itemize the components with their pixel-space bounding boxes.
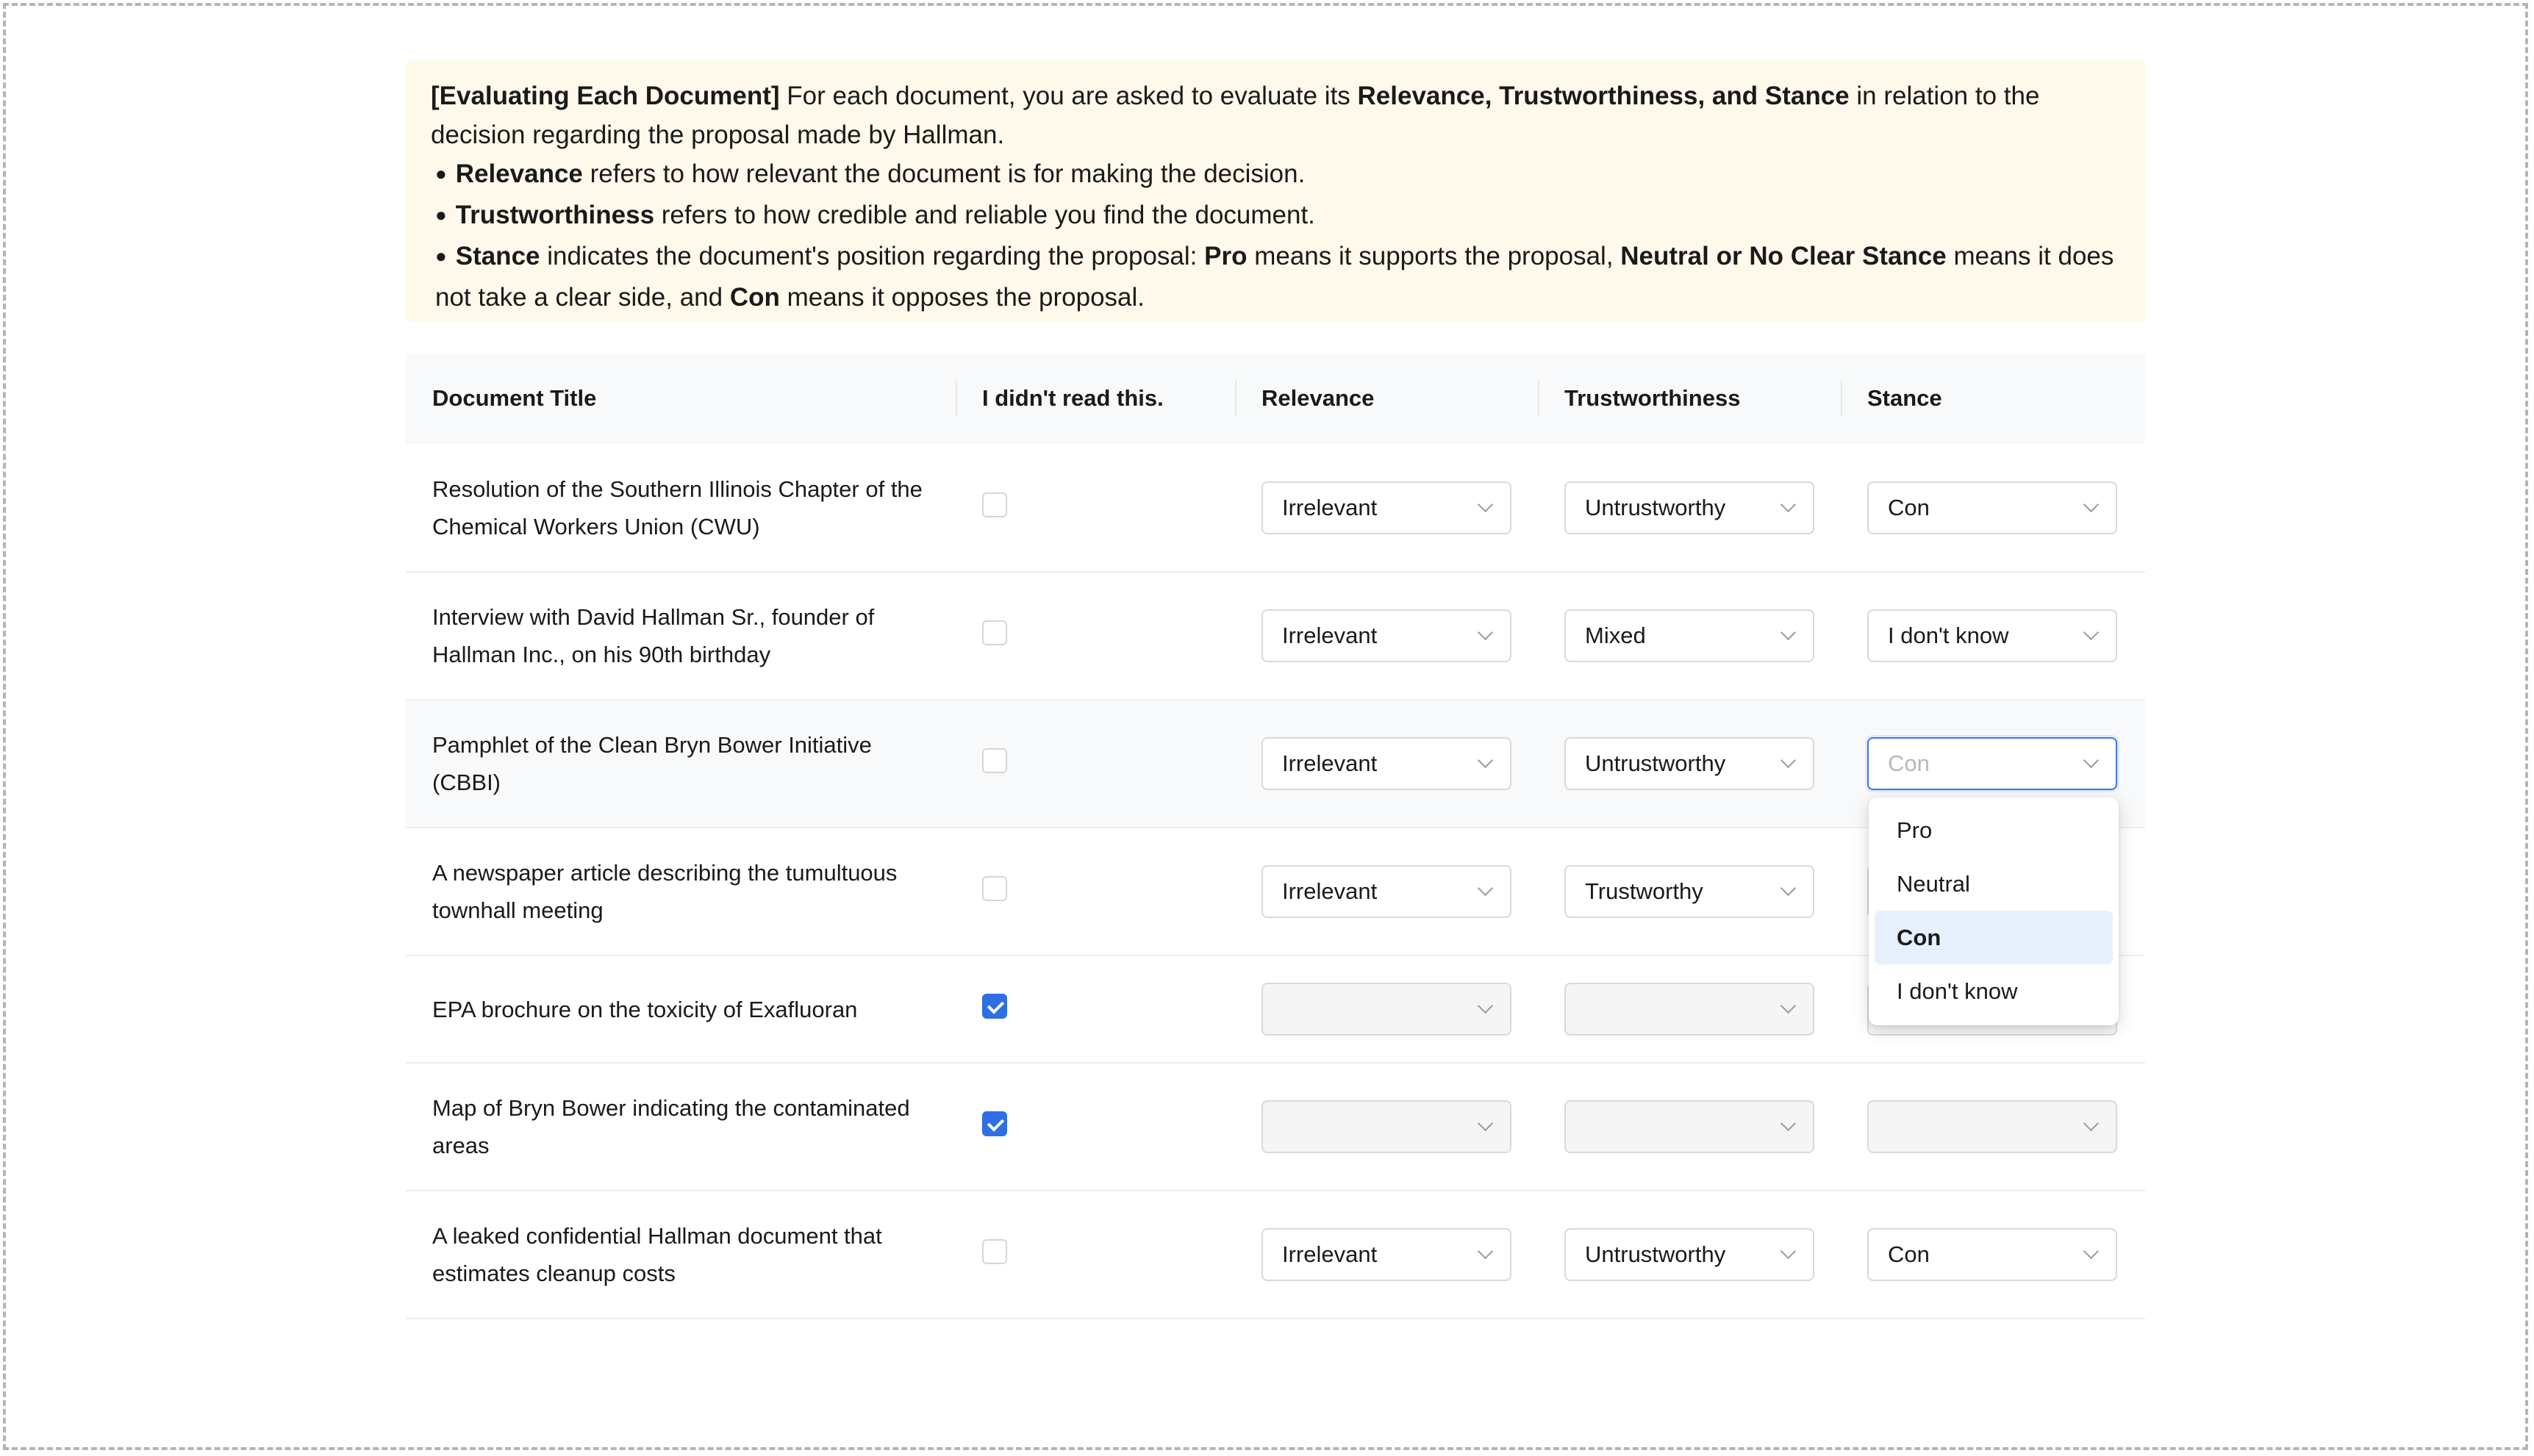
document-title-cell xyxy=(406,1063,956,1191)
trustworthiness-value: Untrustworthy xyxy=(1585,494,1726,520)
trustworthiness-select-disabled xyxy=(1564,1100,1814,1153)
trustworthiness-select[interactable] xyxy=(1564,481,1814,534)
not-read-checkbox[interactable] xyxy=(982,492,1007,517)
relevance-cell xyxy=(1235,828,1538,955)
trustworthiness-text: refers to how credible and reliable you find the document. xyxy=(654,201,1315,229)
trustworthiness-select-disabled xyxy=(1564,983,1814,1036)
chevron-down-icon xyxy=(1478,1116,1493,1131)
stance-select[interactable] xyxy=(1867,1228,2117,1281)
not-read-cell xyxy=(956,955,1235,1063)
trustworthiness-cell xyxy=(1538,955,1841,1063)
trustworthiness-select[interactable] xyxy=(1564,609,1814,662)
relevance-select[interactable] xyxy=(1261,481,1511,534)
header-stance: Stance xyxy=(1841,353,2145,444)
stance-text-neutral: means it does not take a clear side, and xyxy=(435,242,2114,312)
trustworthiness-cell xyxy=(1538,700,1841,828)
trustworthiness-definition xyxy=(431,196,2120,237)
evaluation-panel xyxy=(406,60,2145,1319)
stance-cell xyxy=(1841,444,2145,572)
stance-value: I don't know xyxy=(1888,623,2009,648)
trustworthiness-cell xyxy=(1538,572,1841,700)
stance-term: Stance xyxy=(455,242,540,270)
chevron-down-icon xyxy=(2083,753,2099,768)
chevron-down-icon xyxy=(1478,1244,1493,1259)
header-document-title: Document Title xyxy=(432,385,597,411)
chevron-down-icon xyxy=(1780,496,1796,512)
chevron-down-icon xyxy=(1478,753,1493,768)
header-didnt-read: I didn't read this. xyxy=(956,353,1235,444)
not-read-cell xyxy=(956,700,1235,828)
relevance-value: Irrelevant xyxy=(1282,494,1378,520)
relevance-term: Relevance xyxy=(455,159,583,188)
stance-text-con: means it opposes the proposal. xyxy=(779,283,1145,312)
document-title-cell xyxy=(406,572,956,700)
document-title: EPA brochure on the toxicity of Exafluoran xyxy=(432,996,858,1022)
stance-cell xyxy=(1841,1191,2145,1319)
chevron-down-icon xyxy=(2083,1116,2099,1131)
trustworthiness-value: Trustworthy xyxy=(1585,878,1703,904)
stance-option-dont-know[interactable]: I don't know xyxy=(1897,978,2018,1004)
chevron-down-icon xyxy=(1780,1116,1796,1131)
relevance-cell xyxy=(1235,955,1538,1063)
document-title-cell xyxy=(406,444,956,572)
relevance-cell xyxy=(1235,1063,1538,1191)
chevron-down-icon xyxy=(1780,1244,1796,1259)
chevron-down-icon xyxy=(1780,753,1796,768)
stance-definition xyxy=(431,237,2120,317)
not-read-cell xyxy=(956,828,1235,955)
table-row xyxy=(406,444,2145,572)
stance-text: indicates the document's position regarding the proposal: xyxy=(540,242,1205,270)
chevron-down-icon xyxy=(2083,496,2099,512)
document-title: Map of Bryn Bower indicating the contaminated areas xyxy=(432,1095,910,1158)
stance-value: Con xyxy=(1888,750,1930,776)
not-read-checkbox[interactable] xyxy=(982,748,1007,773)
relevance-text: refers to how relevant the document is for making the decision. xyxy=(582,159,1306,188)
chevron-down-icon xyxy=(2083,1244,2099,1259)
table-row xyxy=(406,572,2145,700)
intro-text-end: in relation to the decision regarding the proposal made by Hallman. xyxy=(431,82,2040,149)
document-title: A newspaper article describing the tumultuous townhall meeting xyxy=(432,860,898,923)
pro-term: Pro xyxy=(1204,242,1248,270)
relevance-value: Irrelevant xyxy=(1282,750,1378,776)
stance-cell xyxy=(1841,1063,2145,1191)
trustworthiness-value: Mixed xyxy=(1585,623,1646,648)
header-relevance: Relevance xyxy=(1235,353,1538,444)
instructions-box xyxy=(406,60,2145,322)
stance-select-disabled xyxy=(1867,1100,2117,1153)
instructions-heading: [Evaluating Each Document] xyxy=(431,82,780,110)
document-title-cell xyxy=(406,955,956,1063)
relevance-select-disabled xyxy=(1261,983,1511,1036)
instructions-intro xyxy=(431,76,2120,154)
table-row xyxy=(406,1191,2145,1319)
stance-value: Con xyxy=(1888,1241,1930,1267)
relevance-value: Irrelevant xyxy=(1282,623,1378,648)
stance-value: Con xyxy=(1888,494,1930,520)
table-row xyxy=(406,1063,2145,1191)
trustworthiness-select[interactable] xyxy=(1564,737,1814,790)
relevance-select[interactable] xyxy=(1261,737,1511,790)
stance-select-open[interactable] xyxy=(1867,737,2117,790)
not-read-cell xyxy=(956,444,1235,572)
chevron-down-icon xyxy=(1478,496,1493,512)
not-read-cell xyxy=(956,572,1235,700)
chevron-down-icon xyxy=(1478,625,1493,640)
chevron-down-icon xyxy=(1478,881,1493,896)
trustworthiness-cell xyxy=(1538,444,1841,572)
trustworthiness-select[interactable] xyxy=(1564,865,1814,918)
relevance-select[interactable] xyxy=(1261,609,1511,662)
chevron-down-icon xyxy=(1780,998,1796,1014)
stance-option-pro[interactable]: Pro xyxy=(1897,817,1933,843)
trustworthiness-cell xyxy=(1538,1191,1841,1319)
trustworthiness-value: Untrustworthy xyxy=(1585,1241,1726,1267)
document-title-cell xyxy=(406,1191,956,1319)
chevron-down-icon xyxy=(2083,625,2099,640)
chevron-down-icon xyxy=(1780,881,1796,896)
not-read-checkbox-checked[interactable] xyxy=(982,994,1007,1019)
relevance-cell xyxy=(1235,1191,1538,1319)
chevron-down-icon xyxy=(1478,998,1493,1014)
relevance-value: Irrelevant xyxy=(1282,878,1378,904)
relevance-cell xyxy=(1235,444,1538,572)
document-title: Interview with David Hallman Sr., founder of Hallman Inc., on his 90th birthday xyxy=(432,604,875,667)
not-read-cell xyxy=(956,1191,1235,1319)
not-read-checkbox[interactable] xyxy=(982,1239,1007,1264)
con-term: Con xyxy=(729,283,780,312)
relevance-cell xyxy=(1235,700,1538,828)
trustworthiness-term: Trustworthiness xyxy=(455,201,655,229)
stance-cell xyxy=(1841,572,2145,700)
intro-criteria: Relevance, Trustworthiness, and Stance xyxy=(1357,82,1850,110)
not-read-checkbox-checked[interactable] xyxy=(982,1111,1007,1136)
stance-option-neutral[interactable]: Neutral xyxy=(1897,870,1970,897)
trustworthiness-cell xyxy=(1538,828,1841,955)
document-title: Resolution of the Southern Illinois Chapter of the Chemical Workers Union (CWU) xyxy=(432,476,923,539)
document-title: A leaked confidential Hallman document that estimates cleanup costs xyxy=(432,1223,882,1286)
trustworthiness-value: Untrustworthy xyxy=(1585,750,1726,776)
relevance-select[interactable] xyxy=(1261,1228,1511,1281)
stance-select[interactable] xyxy=(1867,609,2117,662)
trustworthiness-select[interactable] xyxy=(1564,1228,1814,1281)
neutral-term: Neutral or No Clear Stance xyxy=(1620,242,1947,270)
table-header-row xyxy=(406,353,2145,444)
intro-text: For each document, you are asked to evaluate its xyxy=(779,82,1358,110)
relevance-value: Irrelevant xyxy=(1282,1241,1378,1267)
not-read-cell xyxy=(956,1063,1235,1191)
relevance-cell xyxy=(1235,572,1538,700)
document-title-cell xyxy=(406,828,956,955)
document-title-cell xyxy=(406,700,956,828)
relevance-definition xyxy=(431,154,2120,196)
document-title: Pamphlet of the Clean Bryn Bower Initiative (CBBI) xyxy=(432,732,872,795)
header-trustworthiness: Trustworthiness xyxy=(1538,353,1841,444)
trustworthiness-cell xyxy=(1538,1063,1841,1191)
not-read-checkbox[interactable] xyxy=(982,876,1007,901)
relevance-select-disabled xyxy=(1261,1100,1511,1153)
stance-select[interactable] xyxy=(1867,481,2117,534)
stance-text-pro: means it supports the proposal, xyxy=(1247,242,1621,270)
chevron-down-icon xyxy=(1780,625,1796,640)
not-read-checkbox[interactable] xyxy=(982,620,1007,645)
relevance-select[interactable] xyxy=(1261,865,1511,918)
stance-dropdown-menu xyxy=(1869,797,2119,1025)
stance-option-con[interactable]: Con xyxy=(1875,911,2113,964)
